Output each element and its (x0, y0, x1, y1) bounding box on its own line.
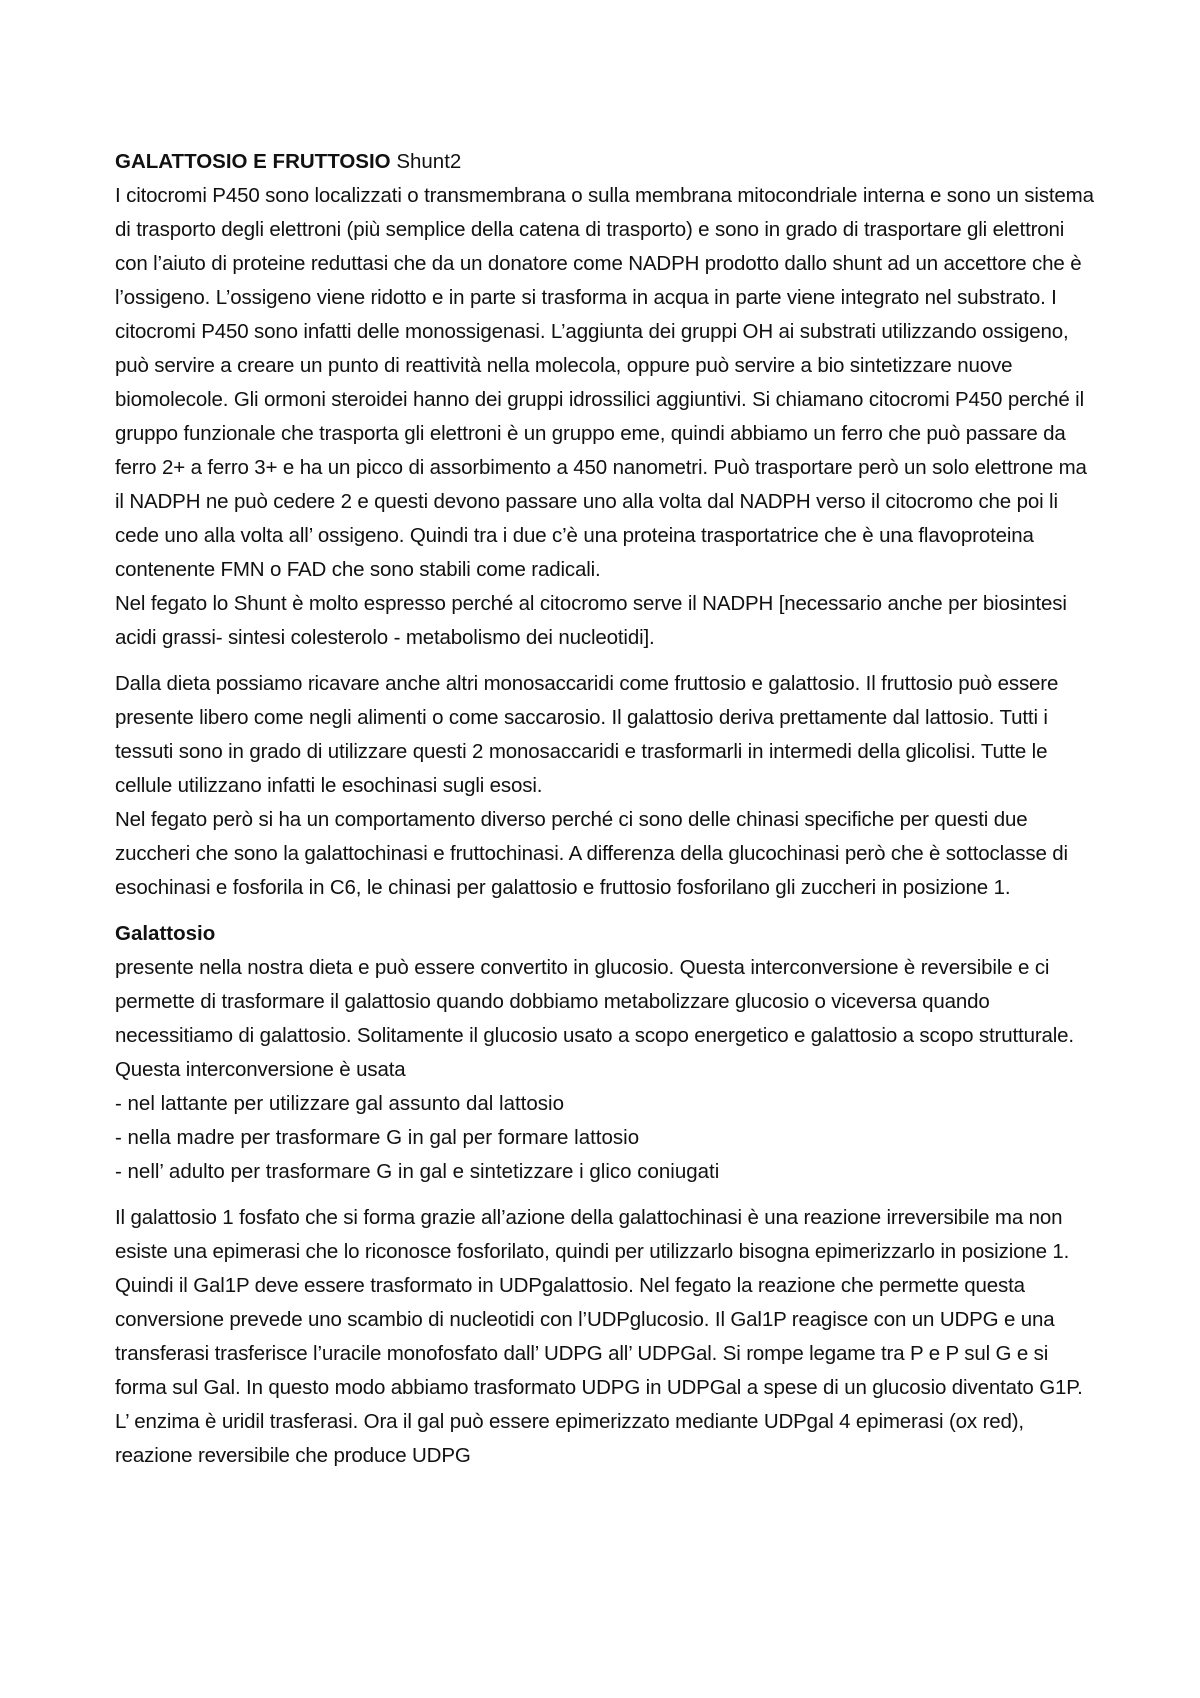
document-title (115, 145, 1100, 179)
paragraph-galattosio-interconversion: presente nella nostra dieta e può essere convertito in glucosio. Questa interconversione è reversibile e ci permette di trasformare il galattosio quando dobbiamo metabolizzare glucosio o viceversa quando necessitiamo di galattosio. Solitamente il glucosio usato a scopo energetico e galattosio a scopo strutturale. Questa interconversione è usata (115, 956, 1074, 1081)
section-heading-galattosio: Galattosio (115, 922, 216, 945)
list-item: - nell’ adulto per trasformare G in gal e sintetizzare i glico coniugati (115, 1160, 720, 1183)
title-suffix-text: Shunt2 (390, 150, 462, 173)
paragraph-liver-shunt: Nel fegato lo Shunt è molto espresso perché al citocromo serve il NADPH [necessario anche per biosintesi acidi grassi- sintesi colesterolo - metabolismo dei nucleotidi]. (115, 592, 1067, 649)
paragraph-gal1p-conversion: Il galattosio 1 fosfato che si forma grazie all’azione della galattochinasi è una reazione irreversibile ma non esiste una epimerasi che lo riconosce fosforilato, quindi per utilizzarlo bisogna epimerizzarlo in posizione 1. Quindi il Gal1P deve essere trasformato in UDPgalattosio. Nel fegato la reazione che permette questa conversione prevede uno scambio di nucleotidi con l’UDPglucosio. Il Gal1P reagisce con un UDPG e una transferasi trasferisce l’uracile monofosfato dall’ UDPG all’ UDPGal. Si rompe legame tra P e P sul G e si forma sul Gal. In questo modo abbiamo trasformato UDPG in UDPGal a spese di un glucosio diventato G1P. L’ enzima è uridil trasferasi. Ora il gal può essere epimerizzato mediante UDPgal 4 epimerasi (ox red), reazione reversibile che produce UDPG (115, 1206, 1083, 1467)
title-bold-text: GALATTOSIO E FRUTTOSIO (115, 150, 391, 173)
paragraph-liver-kinases: Nel fegato però si ha un comportamento diverso perché ci sono delle chinasi specifiche per questi due zuccheri che sono la galattochinasi e fruttochinasi. A differenza della glucochinasi però che è sottoclasse di esochinasi e fosforila in C6, le chinasi per galattosio e fruttosio fosforilano gli zuccheri in posizione 1. (115, 808, 1068, 899)
list-item: - nella madre per trasformare G in gal per formare lattosio (115, 1126, 640, 1149)
document-page (115, 145, 1100, 1473)
paragraph-diet-monosaccharides: Dalla dieta possiamo ricavare anche altri monosaccaridi come fruttosio e galattosio. Il fruttosio può essere presente libero come negli alimenti o come saccarosio. Il galattosio deriva prettamente dal lattosio. Tutti i tessuti sono in grado di utilizzare questi 2 monosaccaridi e trasformarli in intermedi della glicolisi. Tutte le cellule utilizzano infatti le esochinasi sugli esosi. (115, 672, 1059, 797)
list-item: - nel lattante per utilizzare gal assunto dal lattosio (115, 1092, 564, 1115)
paragraph-p450-intro: I citocromi P450 sono localizzati o transmembrana o sulla membrana mitocondriale interna e sono un sistema di trasporto degli elettroni (più semplice della catena di trasporto) e sono in grado di trasportare gli elettroni con l’aiuto di proteine reduttasi che da un donatore come NADPH prodotto dallo shunt ad un accettore che è l’ossigeno. L’ossigeno viene ridotto e in parte si trasforma in acqua in parte viene integrato nel substrato. I citocromi P450 sono infatti delle monossigenasi. L’aggiunta dei gruppi OH ai substrati utilizzando ossigeno, può servire a creare un punto di reattività nella molecola, oppure può servire a bio sintetizzare nuove biomolecole. Gli ormoni steroidei hanno dei gruppi idrossilici aggiuntivi. Si chiamano citocromi P450 perché il gruppo funzionale che trasporta gli elettroni è un gruppo eme, quindi abbiamo un ferro che può passare da ferro 2+ a ferro 3+ e ha un picco di assorbimento a 450 nanometri. Può trasportare però un solo elettrone ma il NADPH ne può cedere 2 e questi devono passare uno alla volta dal NADPH verso il citocromo che poi li cede uno alla volta all’ ossigeno. Quindi tra i due c’è una proteina trasportatrice che è una flavoproteina contenente FMN o FAD che sono stabili come radicali. (115, 184, 1094, 581)
